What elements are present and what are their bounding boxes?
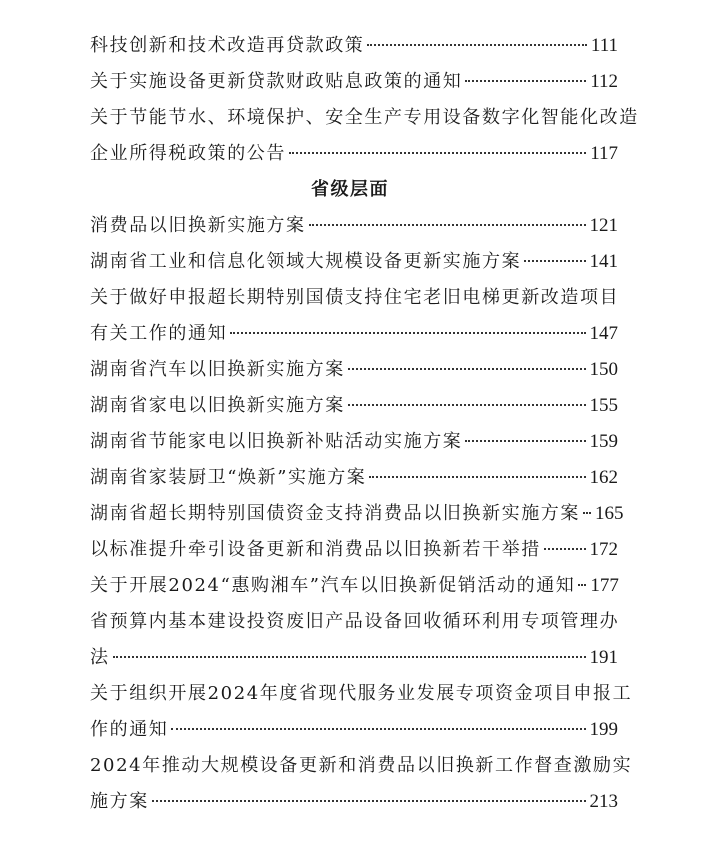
toc-entry[interactable] <box>90 244 618 280</box>
dot-leader <box>524 258 585 262</box>
toc-entry-title: 湖南省超长期特别国债资金支持消费品以旧换新实施方案 <box>90 503 580 524</box>
toc-entry[interactable] <box>90 100 639 172</box>
toc-page-number: 165 <box>595 503 624 524</box>
toc-line <box>90 100 639 136</box>
toc-page-number: 191 <box>589 647 618 668</box>
dot-leader <box>348 366 586 370</box>
toc-page-number: 213 <box>589 791 618 812</box>
toc-entry-title: 企业所得税政策的公告 <box>90 143 286 164</box>
toc-page-number: 141 <box>589 251 618 272</box>
toc-entry-title-line1: 2024年推动大规模设备更新和消费品以旧换新工作督查激励实 <box>90 755 633 776</box>
toc-line <box>90 712 618 748</box>
toc-entry-title-line1: 关于节能节水、环境保护、安全生产专用设备数字化智能化改造 <box>90 107 639 128</box>
toc-entry[interactable] <box>90 388 618 424</box>
toc-entry[interactable] <box>90 604 618 676</box>
toc-line <box>90 136 618 172</box>
toc-entry[interactable] <box>90 424 618 460</box>
toc-page-number: 162 <box>589 467 618 488</box>
toc-entry-title: 湖南省节能家电以旧换新补贴活动实施方案 <box>90 431 463 452</box>
toc-line <box>90 244 618 280</box>
toc-entry-title: 湖南省家装厨卫“焕新”实施方案 <box>90 467 367 488</box>
dot-leader <box>289 150 586 154</box>
dot-leader <box>152 798 586 802</box>
toc-entry[interactable] <box>90 352 618 388</box>
toc-entry-title: 作的通知 <box>90 719 169 740</box>
dot-leader <box>578 582 586 586</box>
toc-page-number: 117 <box>590 143 618 164</box>
toc-entry[interactable] <box>90 496 624 532</box>
dot-leader <box>113 654 586 658</box>
toc-entry-title: 关于开展2024“惠购湘车”汽车以旧换新促销活动的通知 <box>90 575 576 596</box>
toc-page-number: 112 <box>590 71 618 92</box>
toc-page-number: 172 <box>589 539 618 560</box>
toc-line <box>90 748 633 784</box>
toc-line <box>90 532 618 568</box>
toc-page-number: 111 <box>590 35 618 56</box>
toc-entry-title-line1: 关于组织开展2024年度省现代服务业发展专项资金项目申报工 <box>90 683 633 704</box>
toc-line <box>90 388 618 424</box>
toc-entry[interactable] <box>90 280 618 352</box>
toc-entry-title: 关于实施设备更新贷款财政贴息政策的通知 <box>90 71 463 92</box>
toc-entry[interactable] <box>90 748 633 820</box>
toc-entry-title: 以标准提升牵引设备更新和消费品以旧换新若干举措 <box>90 539 541 560</box>
toc-page-number: 150 <box>589 359 618 380</box>
toc-line <box>90 424 618 460</box>
dot-leader <box>171 726 585 730</box>
toc-line <box>90 604 618 640</box>
toc-line <box>90 280 618 316</box>
toc-line <box>90 28 618 64</box>
toc-page-number: 155 <box>589 395 618 416</box>
section-heading: 省级层面 <box>311 179 389 200</box>
dot-leader <box>367 42 587 46</box>
toc-entry[interactable] <box>90 532 618 568</box>
toc-entry[interactable] <box>90 460 618 496</box>
toc-page-number: 121 <box>589 215 618 236</box>
toc-entry-title: 科技创新和技术改造再贷款政策 <box>90 35 365 56</box>
toc-line <box>90 640 618 676</box>
toc-entry-title: 法 <box>90 647 110 668</box>
toc-line <box>90 496 624 532</box>
toc-entry[interactable] <box>90 208 618 244</box>
toc-line <box>90 64 618 100</box>
dot-leader <box>544 546 586 550</box>
toc-entry-title: 有关工作的通知 <box>90 323 228 344</box>
toc-line <box>90 208 618 244</box>
toc-page-number: 159 <box>589 431 618 452</box>
toc-line <box>90 568 618 604</box>
table-of-contents <box>90 28 639 820</box>
toc-entry-title: 湖南省工业和信息化领域大规模设备更新实施方案 <box>90 251 522 272</box>
toc-entry-title-line1: 关于做好申报超长期特别国债支持住宅老旧电梯更新改造项目 <box>90 287 620 308</box>
dot-leader <box>465 78 586 82</box>
dot-leader <box>348 402 586 406</box>
dot-leader <box>369 474 585 478</box>
toc-entry-title: 湖南省汽车以旧换新实施方案 <box>90 359 345 380</box>
toc-entry[interactable] <box>90 676 633 748</box>
toc-line <box>90 460 618 496</box>
toc-line <box>90 784 618 820</box>
toc-page-number: 199 <box>589 719 618 740</box>
toc-line <box>90 676 633 712</box>
dot-leader <box>465 438 585 442</box>
toc-entry[interactable] <box>90 568 618 604</box>
dot-leader <box>230 330 585 334</box>
toc-entry-title: 施方案 <box>90 791 149 812</box>
toc-entry[interactable] <box>90 28 618 64</box>
toc-entry-title: 湖南省家电以旧换新实施方案 <box>90 395 345 416</box>
toc-entry[interactable] <box>90 64 618 100</box>
toc-entry-title-line1: 省预算内基本建设投资废旧产品设备回收循环利用专项管理办 <box>90 611 620 632</box>
toc-line <box>90 316 618 352</box>
toc-entry-title: 消费品以旧换新实施方案 <box>90 215 306 236</box>
toc-line <box>90 352 618 388</box>
dot-leader <box>309 222 586 226</box>
dot-leader <box>583 510 591 514</box>
toc-page-number: 177 <box>590 575 619 596</box>
toc-page-number: 147 <box>589 323 618 344</box>
